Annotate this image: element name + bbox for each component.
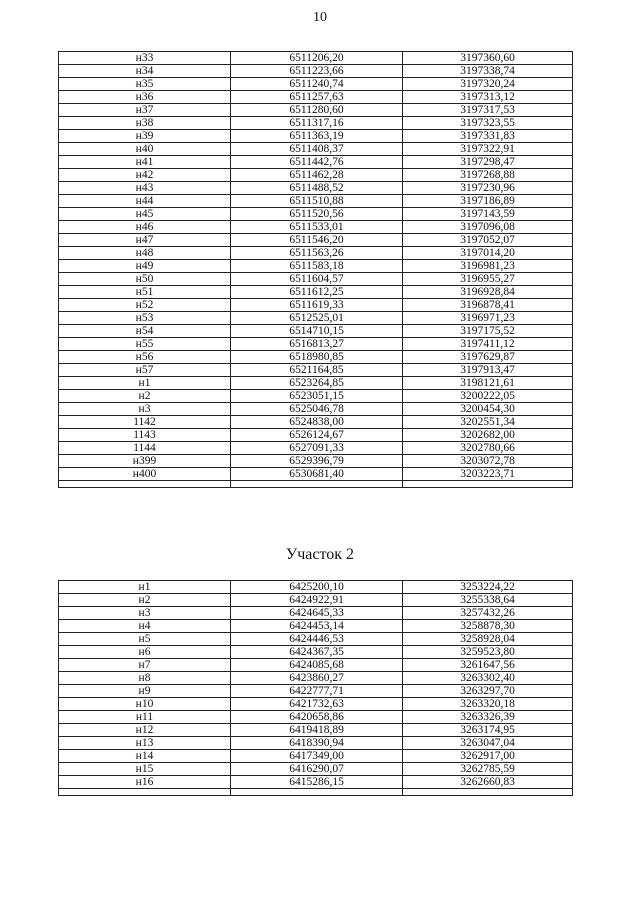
point-id-cell: н42 <box>59 169 231 182</box>
point-id-cell: н50 <box>59 273 231 286</box>
x-coordinate-cell: 6511240,74 <box>231 78 403 91</box>
table-row <box>59 195 573 208</box>
point-id-cell: н400 <box>59 468 231 481</box>
table-row <box>59 455 573 468</box>
y-coordinate-cell: 3198121,61 <box>403 377 573 390</box>
point-id-cell: н15 <box>59 763 231 776</box>
y-coordinate-cell: 3258928,04 <box>403 633 573 646</box>
y-coordinate-cell: 3197175,52 <box>403 325 573 338</box>
point-id-cell: н51 <box>59 286 231 299</box>
point-id-cell: н13 <box>59 737 231 750</box>
point-id-cell: н47 <box>59 234 231 247</box>
point-id-cell: н8 <box>59 672 231 685</box>
x-coordinate-cell: 6511520,56 <box>231 208 403 221</box>
x-coordinate-cell: 6524838,00 <box>231 416 403 429</box>
x-coordinate-cell: 6511583,18 <box>231 260 403 273</box>
x-coordinate-cell: 6516813,27 <box>231 338 403 351</box>
y-coordinate-cell: 3200454,30 <box>403 403 573 416</box>
coordinates-table-2-body <box>59 581 573 796</box>
coordinates-table-1 <box>58 51 573 488</box>
x-coordinate-cell: 6511363,19 <box>231 130 403 143</box>
table-row <box>59 763 573 776</box>
x-coordinate-cell: 6423860,27 <box>231 672 403 685</box>
x-coordinate-cell: 6511223,66 <box>231 65 403 78</box>
table-row <box>59 698 573 711</box>
table-row <box>59 442 573 455</box>
y-coordinate-cell: 3202551,34 <box>403 416 573 429</box>
y-coordinate-cell: 3197052,07 <box>403 234 573 247</box>
x-coordinate-cell: 6416290,07 <box>231 763 403 776</box>
x-coordinate-cell: 6527091,33 <box>231 442 403 455</box>
empty-cell <box>231 481 403 488</box>
coordinates-table-2 <box>58 580 573 796</box>
point-id-cell: н7 <box>59 659 231 672</box>
table-row <box>59 338 573 351</box>
table-row <box>59 607 573 620</box>
table-row <box>59 325 573 338</box>
y-coordinate-cell: 3197143,59 <box>403 208 573 221</box>
point-id-cell: н2 <box>59 594 231 607</box>
point-id-cell: н36 <box>59 91 231 104</box>
table-row <box>59 78 573 91</box>
point-id-cell: 1142 <box>59 416 231 429</box>
table-row <box>59 260 573 273</box>
table-row <box>59 104 573 117</box>
point-id-cell: н55 <box>59 338 231 351</box>
x-coordinate-cell: 6511462,28 <box>231 169 403 182</box>
point-id-cell: 1143 <box>59 429 231 442</box>
x-coordinate-cell: 6420658,86 <box>231 711 403 724</box>
y-coordinate-cell: 3263302,40 <box>403 672 573 685</box>
point-id-cell: н43 <box>59 182 231 195</box>
point-id-cell: н399 <box>59 455 231 468</box>
y-coordinate-cell: 3200222,05 <box>403 390 573 403</box>
table-row <box>59 247 573 260</box>
point-id-cell: н4 <box>59 620 231 633</box>
point-id-cell: н3 <box>59 607 231 620</box>
x-coordinate-cell: 6511317,16 <box>231 117 403 130</box>
point-id-cell: н54 <box>59 325 231 338</box>
x-coordinate-cell: 6511257,63 <box>231 91 403 104</box>
section-2-title: Участок 2 <box>285 546 355 563</box>
y-coordinate-cell: 3263320,18 <box>403 698 573 711</box>
table-row <box>59 633 573 646</box>
point-id-cell: н52 <box>59 299 231 312</box>
x-coordinate-cell: 6511510,88 <box>231 195 403 208</box>
point-id-cell: н1 <box>59 581 231 594</box>
x-coordinate-cell: 6422777,71 <box>231 685 403 698</box>
point-id-cell: н40 <box>59 143 231 156</box>
y-coordinate-cell: 3197360,60 <box>403 52 573 65</box>
table-row <box>59 672 573 685</box>
empty-cell <box>59 481 231 488</box>
y-coordinate-cell: 3197331,83 <box>403 130 573 143</box>
y-coordinate-cell: 3263174,95 <box>403 724 573 737</box>
table-row <box>59 52 573 65</box>
point-id-cell: н12 <box>59 724 231 737</box>
x-coordinate-cell: 6523264,85 <box>231 377 403 390</box>
point-id-cell: н3 <box>59 403 231 416</box>
x-coordinate-cell: 6511612,25 <box>231 286 403 299</box>
empty-cell <box>403 481 573 488</box>
point-id-cell: н49 <box>59 260 231 273</box>
x-coordinate-cell: 6518980,85 <box>231 351 403 364</box>
y-coordinate-cell: 3197096,08 <box>403 221 573 234</box>
y-coordinate-cell: 3197323,55 <box>403 117 573 130</box>
point-id-cell: н10 <box>59 698 231 711</box>
x-coordinate-cell: 6418390,94 <box>231 737 403 750</box>
table-row <box>59 143 573 156</box>
y-coordinate-cell: 3197014,20 <box>403 247 573 260</box>
table-row <box>59 156 573 169</box>
y-coordinate-cell: 3258878,30 <box>403 620 573 633</box>
y-coordinate-cell: 3197313,12 <box>403 91 573 104</box>
x-coordinate-cell: 6514710,15 <box>231 325 403 338</box>
table-row <box>59 351 573 364</box>
table-row <box>59 390 573 403</box>
y-coordinate-cell: 3197298,47 <box>403 156 573 169</box>
y-coordinate-cell: 3255338,64 <box>403 594 573 607</box>
y-coordinate-cell: 3259523,80 <box>403 646 573 659</box>
point-id-cell: н16 <box>59 776 231 789</box>
x-coordinate-cell: 6526124,67 <box>231 429 403 442</box>
x-coordinate-cell: 6424645,33 <box>231 607 403 620</box>
table-row <box>59 685 573 698</box>
x-coordinate-cell: 6512525,01 <box>231 312 403 325</box>
y-coordinate-cell: 3262785,59 <box>403 763 573 776</box>
point-id-cell: н38 <box>59 117 231 130</box>
y-coordinate-cell: 3253224,22 <box>403 581 573 594</box>
x-coordinate-cell: 6511206,20 <box>231 52 403 65</box>
y-coordinate-cell: 3197230,96 <box>403 182 573 195</box>
point-id-cell: 1144 <box>59 442 231 455</box>
page-number: 10 <box>313 10 327 25</box>
y-coordinate-cell: 3197320,24 <box>403 78 573 91</box>
point-id-cell: н45 <box>59 208 231 221</box>
y-coordinate-cell: 3197913,47 <box>403 364 573 377</box>
x-coordinate-cell: 6511533,01 <box>231 221 403 234</box>
y-coordinate-cell: 3263297,70 <box>403 685 573 698</box>
empty-cell <box>403 789 573 796</box>
table-row <box>59 221 573 234</box>
table-row <box>59 646 573 659</box>
x-coordinate-cell: 6424922,91 <box>231 594 403 607</box>
x-coordinate-cell: 6521164,85 <box>231 364 403 377</box>
table-row <box>59 581 573 594</box>
y-coordinate-cell: 3203223,71 <box>403 468 573 481</box>
table-row <box>59 169 573 182</box>
y-coordinate-cell: 3202682,00 <box>403 429 573 442</box>
point-id-cell: н35 <box>59 78 231 91</box>
point-id-cell: н5 <box>59 633 231 646</box>
table-row <box>59 416 573 429</box>
x-coordinate-cell: 6525046,78 <box>231 403 403 416</box>
x-coordinate-cell: 6419418,89 <box>231 724 403 737</box>
y-coordinate-cell: 3261647,56 <box>403 659 573 672</box>
point-id-cell: н14 <box>59 750 231 763</box>
y-coordinate-cell: 3197268,88 <box>403 169 573 182</box>
point-id-cell: н33 <box>59 52 231 65</box>
y-coordinate-cell: 3196928,84 <box>403 286 573 299</box>
x-coordinate-cell: 6424446,53 <box>231 633 403 646</box>
table-blank-row <box>59 789 573 796</box>
y-coordinate-cell: 3197186,89 <box>403 195 573 208</box>
point-id-cell: н2 <box>59 390 231 403</box>
x-coordinate-cell: 6529396,79 <box>231 455 403 468</box>
x-coordinate-cell: 6511488,52 <box>231 182 403 195</box>
table-row <box>59 286 573 299</box>
x-coordinate-cell: 6530681,40 <box>231 468 403 481</box>
x-coordinate-cell: 6424085,68 <box>231 659 403 672</box>
x-coordinate-cell: 6511442,76 <box>231 156 403 169</box>
table-row <box>59 429 573 442</box>
x-coordinate-cell: 6417349,00 <box>231 750 403 763</box>
y-coordinate-cell: 3196971,23 <box>403 312 573 325</box>
x-coordinate-cell: 6511408,37 <box>231 143 403 156</box>
point-id-cell: н34 <box>59 65 231 78</box>
x-coordinate-cell: 6425200,10 <box>231 581 403 594</box>
y-coordinate-cell: 3197338,74 <box>403 65 573 78</box>
y-coordinate-cell: 3262917,00 <box>403 750 573 763</box>
table-row <box>59 91 573 104</box>
y-coordinate-cell: 3263326,39 <box>403 711 573 724</box>
table-row <box>59 130 573 143</box>
y-coordinate-cell: 3197317,53 <box>403 104 573 117</box>
y-coordinate-cell: 3196878,41 <box>403 299 573 312</box>
x-coordinate-cell: 6424453,14 <box>231 620 403 633</box>
x-coordinate-cell: 6415286,15 <box>231 776 403 789</box>
table-row <box>59 273 573 286</box>
x-coordinate-cell: 6523051,15 <box>231 390 403 403</box>
y-coordinate-cell: 3197322,91 <box>403 143 573 156</box>
y-coordinate-cell: 3197629,87 <box>403 351 573 364</box>
y-coordinate-cell: 3197411,12 <box>403 338 573 351</box>
y-coordinate-cell: 3202780,66 <box>403 442 573 455</box>
table-row <box>59 724 573 737</box>
table-row <box>59 711 573 724</box>
point-id-cell: н56 <box>59 351 231 364</box>
x-coordinate-cell: 6511619,33 <box>231 299 403 312</box>
x-coordinate-cell: 6511280,60 <box>231 104 403 117</box>
y-coordinate-cell: 3257432,26 <box>403 607 573 620</box>
y-coordinate-cell: 3196981,23 <box>403 260 573 273</box>
table-row <box>59 299 573 312</box>
point-id-cell: н57 <box>59 364 231 377</box>
coordinates-table-1-body <box>59 52 573 488</box>
table-row <box>59 117 573 130</box>
table-row <box>59 737 573 750</box>
y-coordinate-cell: 3263047,04 <box>403 737 573 750</box>
point-id-cell: н39 <box>59 130 231 143</box>
table-row <box>59 620 573 633</box>
point-id-cell: н53 <box>59 312 231 325</box>
y-coordinate-cell: 3203072,78 <box>403 455 573 468</box>
point-id-cell: н37 <box>59 104 231 117</box>
table-row <box>59 182 573 195</box>
point-id-cell: н41 <box>59 156 231 169</box>
table-row <box>59 65 573 78</box>
table-row <box>59 659 573 672</box>
y-coordinate-cell: 3262660,83 <box>403 776 573 789</box>
x-coordinate-cell: 6424367,35 <box>231 646 403 659</box>
table-row <box>59 364 573 377</box>
table-row <box>59 468 573 481</box>
point-id-cell: н44 <box>59 195 231 208</box>
x-coordinate-cell: 6511563,26 <box>231 247 403 260</box>
y-coordinate-cell: 3196955,27 <box>403 273 573 286</box>
table-row <box>59 312 573 325</box>
x-coordinate-cell: 6511604,57 <box>231 273 403 286</box>
x-coordinate-cell: 6511546,20 <box>231 234 403 247</box>
table-row <box>59 776 573 789</box>
table-blank-row <box>59 481 573 488</box>
table-row <box>59 234 573 247</box>
point-id-cell: н11 <box>59 711 231 724</box>
table-row <box>59 594 573 607</box>
table-row <box>59 208 573 221</box>
table-row <box>59 750 573 763</box>
point-id-cell: н9 <box>59 685 231 698</box>
empty-cell <box>231 789 403 796</box>
table-row <box>59 403 573 416</box>
empty-cell <box>59 789 231 796</box>
point-id-cell: н6 <box>59 646 231 659</box>
table-row <box>59 377 573 390</box>
point-id-cell: н46 <box>59 221 231 234</box>
point-id-cell: н1 <box>59 377 231 390</box>
x-coordinate-cell: 6421732,63 <box>231 698 403 711</box>
point-id-cell: н48 <box>59 247 231 260</box>
